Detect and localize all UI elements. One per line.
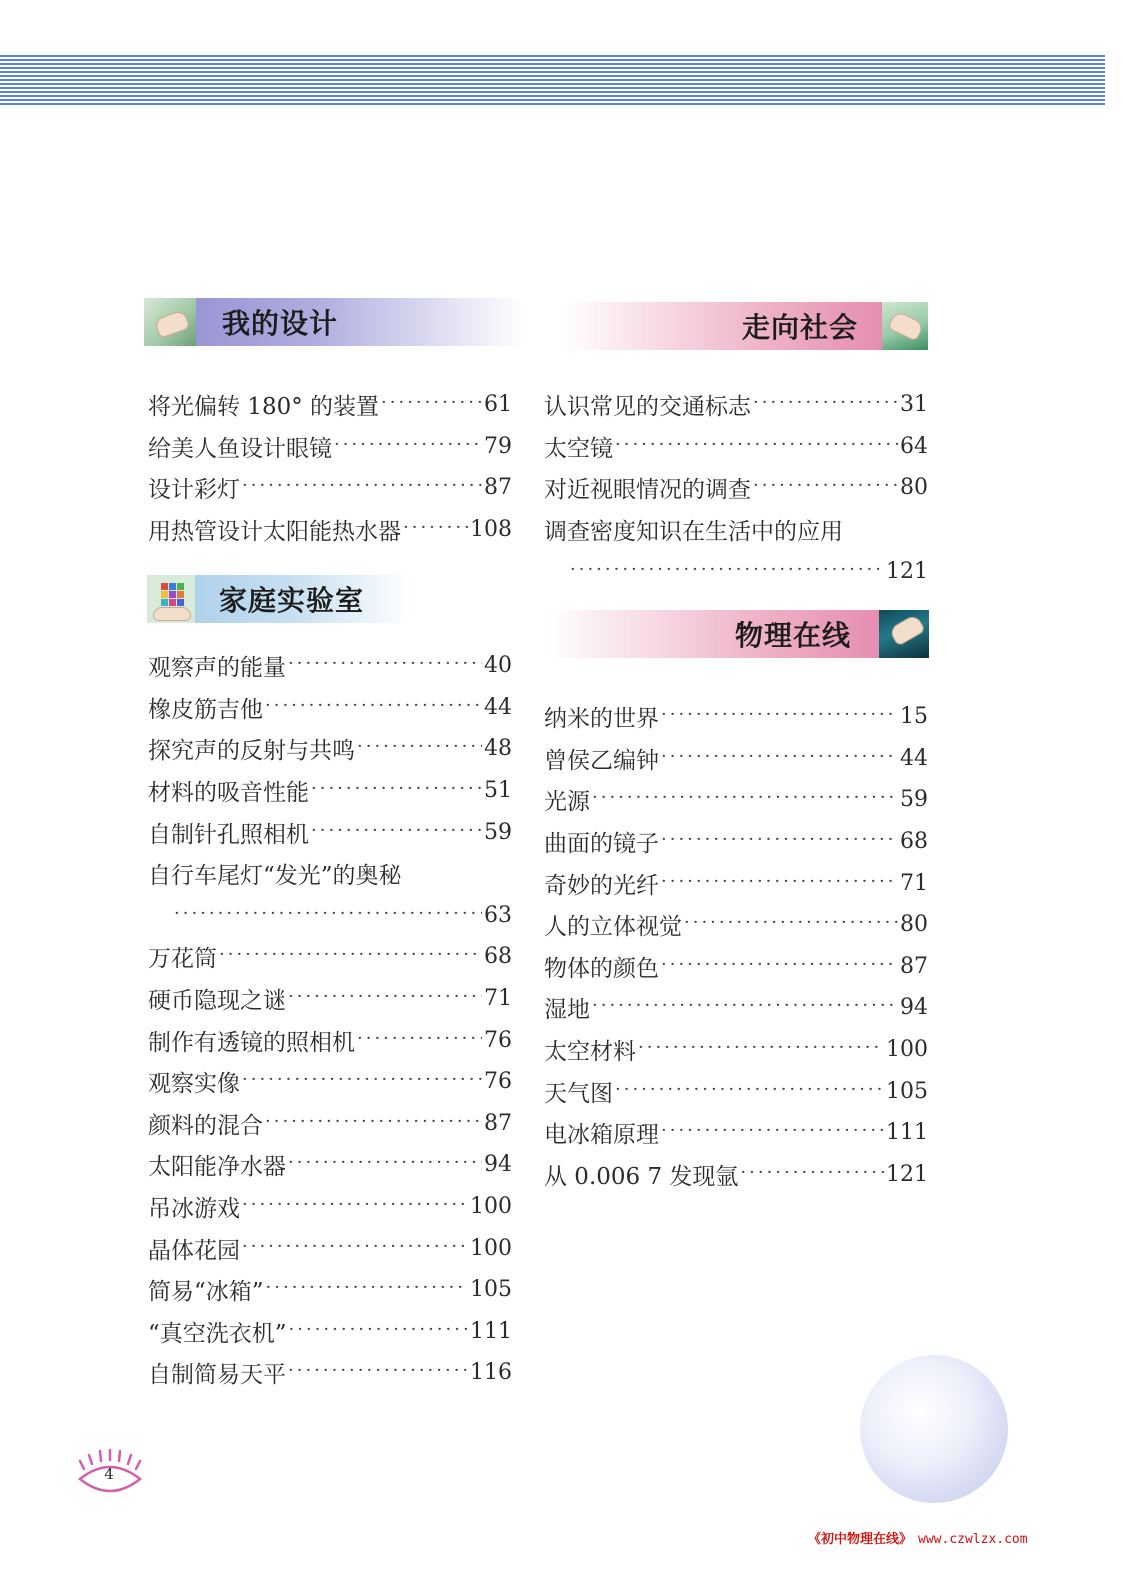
toc-item-page: 100 <box>470 1235 512 1261</box>
leader-dots <box>311 778 482 799</box>
leader-dots <box>311 820 482 841</box>
leader-dots <box>242 475 482 496</box>
leader-dots <box>242 1236 468 1257</box>
keyboard-hand-icon <box>879 610 929 658</box>
toc-item[interactable] <box>544 384 928 426</box>
decorative-sphere <box>860 1355 1008 1503</box>
toc-item-page: 76 <box>484 1069 512 1095</box>
toc-item-title: 光源 <box>544 789 590 816</box>
toc-item-page: 94 <box>900 995 928 1021</box>
toc-item[interactable] <box>544 1112 928 1154</box>
toc-item-page: 87 <box>484 1110 512 1136</box>
page-number: 4 <box>104 1465 114 1483</box>
toc-item-title: 天气图 <box>544 1080 613 1107</box>
toc-item[interactable] <box>148 1103 512 1145</box>
toc-item-title: 曾侯乙编钟 <box>544 747 659 774</box>
toc-item-page: 80 <box>900 475 928 501</box>
toc-item-title: 奇妙的光纤 <box>544 872 659 899</box>
leader-dots <box>661 704 898 725</box>
hand-photo-icon <box>882 302 928 350</box>
toc-item[interactable] <box>544 1029 928 1071</box>
toc-item-title: 纳米的世界 <box>544 706 659 733</box>
toc-item[interactable] <box>148 687 512 729</box>
leader-dots <box>615 1079 884 1100</box>
toc-item-page: 121 <box>886 558 928 584</box>
leader-dots <box>288 653 482 674</box>
toc-item-title: 吊冰游戏 <box>148 1196 240 1223</box>
toc-item-title: 设计彩灯 <box>148 477 240 504</box>
leader-dots <box>288 1152 482 1173</box>
hand-photo-icon <box>144 298 196 346</box>
toc-item-page: 116 <box>470 1360 512 1386</box>
toc-item-page: 44 <box>900 745 928 771</box>
toc-item[interactable] <box>544 467 928 509</box>
toc-list-home-lab <box>148 645 512 1394</box>
toc-item-page: 87 <box>484 475 512 501</box>
toc-item-title: 曲面的镜子 <box>544 831 659 858</box>
leader-dots <box>174 903 482 924</box>
toc-item-title: 自制简易天平 <box>148 1362 286 1389</box>
watermark-title: 《初中物理在线》 <box>808 1532 913 1547</box>
leader-dots <box>661 871 898 892</box>
toc-item-continuation[interactable] <box>544 550 928 592</box>
toc-list-society <box>544 384 928 592</box>
toc-item-title: 调查密度知识在生活中的应用 <box>544 519 843 546</box>
leader-dots <box>265 1111 482 1132</box>
toc-item-title: 观察声的能量 <box>148 655 286 682</box>
leader-dots <box>661 829 898 850</box>
toc-item-page: 105 <box>470 1277 512 1303</box>
section-title-society: 走向社会 <box>741 311 858 344</box>
toc-item-continuation[interactable] <box>148 895 512 937</box>
toc-item-page: 59 <box>900 787 928 813</box>
toc-item-page: 63 <box>484 902 512 928</box>
toc-item[interactable] <box>148 1019 512 1061</box>
toc-item-page: 40 <box>484 653 512 679</box>
toc-item-page: 48 <box>484 736 512 762</box>
toc-item[interactable] <box>148 426 512 468</box>
toc-item[interactable] <box>148 1352 512 1394</box>
toc-item[interactable] <box>148 811 512 853</box>
toc-item[interactable] <box>544 862 928 904</box>
leader-dots <box>219 944 482 965</box>
leader-dots <box>638 1037 884 1058</box>
toc-item-title: 制作有透镜的照相机 <box>148 1029 355 1056</box>
section-header-design <box>144 298 524 346</box>
toc-item[interactable] <box>544 779 928 821</box>
toc-item[interactable] <box>148 1144 512 1186</box>
leader-dots <box>592 787 898 808</box>
toc-item[interactable] <box>148 467 512 509</box>
leader-dots <box>740 1162 884 1183</box>
toc-item-title: 电冰箱原理 <box>544 1122 659 1149</box>
section-header-home-lab <box>147 575 412 623</box>
toc-item-page: 87 <box>900 953 928 979</box>
leader-dots <box>381 392 482 413</box>
toc-item-page: 76 <box>484 1027 512 1053</box>
toc-item-title: 对近视眼情况的调查 <box>544 477 751 504</box>
toc-item[interactable] <box>544 821 928 863</box>
toc-item[interactable] <box>148 1061 512 1103</box>
leader-dots <box>403 517 468 538</box>
toc-item[interactable] <box>148 978 512 1020</box>
leader-dots <box>242 1069 482 1090</box>
section-header-online <box>548 610 929 658</box>
leader-dots <box>266 1277 468 1298</box>
toc-item-page: 105 <box>886 1078 928 1104</box>
leader-dots <box>753 475 898 496</box>
toc-item-page: 44 <box>484 694 512 720</box>
toc-item-title: 将光偏转 180° 的装置 <box>148 394 380 421</box>
toc-item[interactable] <box>544 1070 928 1112</box>
toc-item-title: 万花筒 <box>148 946 217 973</box>
toc-item-title: 橡皮筋吉他 <box>148 696 263 723</box>
toc-item[interactable] <box>148 384 512 426</box>
toc-item-title: 观察实像 <box>148 1071 240 1098</box>
toc-item-title: 给美人鱼设计眼镜 <box>148 435 332 462</box>
toc-item-page: 15 <box>900 704 928 730</box>
toc-item[interactable] <box>544 738 928 780</box>
toc-item-page: 121 <box>886 1161 928 1187</box>
toc-item-title: 材料的吸音性能 <box>148 780 309 807</box>
toc-item-title: 人的立体视觉 <box>544 914 682 941</box>
toc-list-design <box>148 384 512 550</box>
toc-item-title: 物体的颜色 <box>544 955 659 982</box>
toc-item-title: 自行车尾灯“发光”的奥秘 <box>148 863 402 890</box>
section-header-society <box>562 302 928 350</box>
toc-item-title: 太空材料 <box>544 1039 636 1066</box>
toc-item-title: 认识常见的交通标志 <box>544 394 751 421</box>
toc-item-title: 探究声的反射与共鸣 <box>148 738 355 765</box>
toc-item[interactable] <box>148 1311 512 1353</box>
toc-item[interactable] <box>148 1227 512 1269</box>
watermark <box>808 1528 1028 1547</box>
leader-dots <box>288 1360 468 1381</box>
toc-item-page: 68 <box>484 944 512 970</box>
toc-list-online <box>544 696 928 1195</box>
toc-item[interactable] <box>544 946 928 988</box>
toc-item[interactable] <box>148 936 512 978</box>
toc-item-page: 59 <box>484 819 512 845</box>
section-title-home-lab: 家庭实验室 <box>219 584 365 617</box>
leader-dots <box>570 559 884 580</box>
toc-item-page: 80 <box>900 912 928 938</box>
toc-item-page: 31 <box>900 392 928 418</box>
toc-item-page: 61 <box>484 392 512 418</box>
toc-item-title: 硬币隐现之谜 <box>148 988 286 1015</box>
toc-item[interactable] <box>544 696 928 738</box>
toc-item[interactable] <box>544 904 928 946</box>
top-stripe-banner <box>0 55 1105 105</box>
watermark-url[interactable]: www.czwlzx.com <box>918 1532 1028 1547</box>
leader-dots <box>242 1194 468 1215</box>
section-title-online: 物理在线 <box>734 619 851 652</box>
toc-item-page: 100 <box>470 1194 512 1220</box>
toc-item-title: 用热管设计太阳能热水器 <box>148 519 401 546</box>
toc-item-title: 简易“冰箱” <box>148 1279 264 1306</box>
toc-item-page: 100 <box>886 1037 928 1063</box>
toc-item-title: 从 0.006 7 发现氩 <box>544 1163 739 1190</box>
toc-item-page: 51 <box>484 778 512 804</box>
toc-item[interactable] <box>544 509 928 551</box>
leader-dots <box>288 986 482 1007</box>
toc-item[interactable] <box>148 645 512 687</box>
leader-dots <box>753 392 898 413</box>
toc-item-title: 颜料的混合 <box>148 1112 263 1139</box>
toc-item[interactable] <box>148 1269 512 1311</box>
leader-dots <box>661 746 898 767</box>
toc-item-title: 太空镜 <box>544 435 613 462</box>
color-blocks-icon <box>147 575 195 623</box>
toc-item-page: 68 <box>900 829 928 855</box>
toc-item[interactable] <box>544 1154 928 1196</box>
toc-item[interactable] <box>544 987 928 1029</box>
toc-item-page: 71 <box>484 986 512 1012</box>
leader-dots <box>684 912 898 933</box>
leader-dots <box>357 736 482 757</box>
toc-item-page: 79 <box>484 433 512 459</box>
leader-dots <box>592 995 898 1016</box>
toc-item-title: 自制针孔照相机 <box>148 821 309 848</box>
leader-dots <box>265 695 482 716</box>
toc-item-page: 108 <box>470 517 512 543</box>
toc-item[interactable] <box>544 426 928 468</box>
toc-item[interactable] <box>148 728 512 770</box>
toc-item[interactable] <box>148 1186 512 1228</box>
toc-item-page: 71 <box>900 870 928 896</box>
toc-item-title: 晶体花园 <box>148 1237 240 1264</box>
toc-item-page: 64 <box>900 433 928 459</box>
toc-item-page: 111 <box>470 1318 512 1344</box>
leader-dots <box>334 434 482 455</box>
leader-dots <box>357 1028 482 1049</box>
toc-item-page: 111 <box>886 1120 928 1146</box>
toc-item[interactable] <box>148 853 512 895</box>
leader-dots <box>661 954 898 975</box>
toc-item-page: 94 <box>484 1152 512 1178</box>
toc-item[interactable] <box>148 509 512 551</box>
toc-item-title: 太阳能净水器 <box>148 1154 286 1181</box>
toc-item[interactable] <box>148 770 512 812</box>
leader-dots <box>289 1319 468 1340</box>
leader-dots <box>615 434 898 455</box>
section-title-design: 我的设计 <box>222 307 339 340</box>
toc-item-title: “真空洗衣机” <box>148 1320 287 1347</box>
leader-dots <box>661 1120 884 1141</box>
toc-item-title: 湿地 <box>544 997 590 1024</box>
